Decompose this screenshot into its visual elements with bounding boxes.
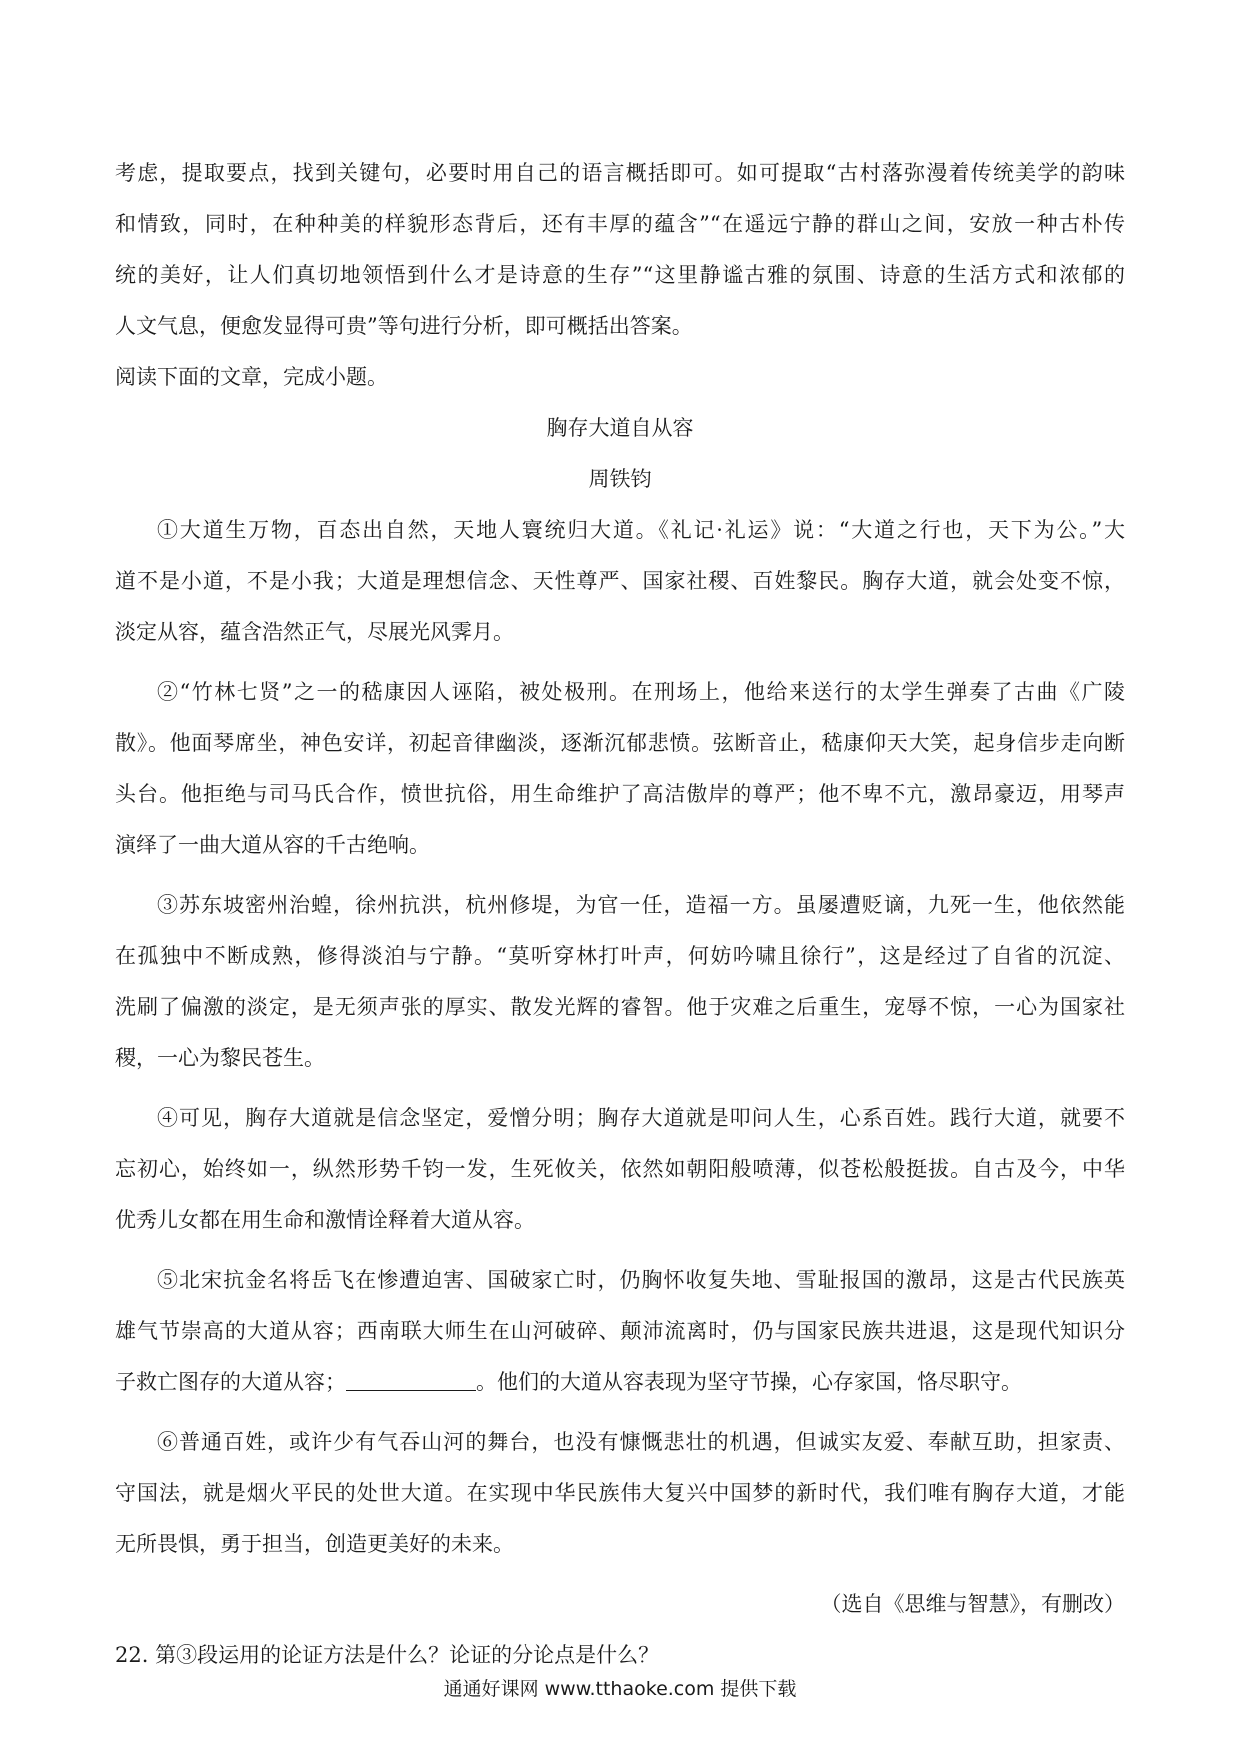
paragraph-line: 雄气节崇高的大道从容；西南联大师生在山河破碎、颠沛流离时，仍与国家民族共进退，这是现代知识分 (115, 1319, 1125, 1343)
paragraph-line: 稷，一心为黎民苍生。 (115, 1046, 325, 1070)
blank-after-text: 。他们的大道从容表现为坚守节操，心存家国，恪尽职守。 (476, 1370, 1022, 1394)
article-source: （选自《思维与智慧》，有删改） (820, 1592, 1125, 1616)
question-22: 22. 第③段运用的论证方法是什么？论证的分论点是什么？ (115, 1643, 660, 1667)
paragraph-line: 洗刷了偏激的淡定，是无须声张的厚实、散发光辉的睿智。他于灾难之后重生，宠辱不惊，一心为国家社 (115, 995, 1125, 1019)
analysis-line: 考虑，提取要点，找到关键句，必要时用自己的语言概括即可。如可提取“古村落弥漫着传统美学的韵味 (115, 161, 1125, 185)
analysis-line: 人文气息，便愈发显得可贵”等句进行分析，即可概括出答案。 (115, 314, 693, 338)
paragraph-line: 演绎了一曲大道从容的千古绝响。 (115, 833, 430, 857)
article-title: 胸存大道自从容 (546, 416, 694, 440)
paragraph-line: ⑥普通百姓，或许少有气吞山河的舞台，也没有慷慨悲壮的机遇，但诚实友爱、奉献互助，担家责、 (157, 1430, 1125, 1454)
paragraph-line: 淡定从容，蕴含浩然正气，尽展光风霁月。 (115, 620, 514, 644)
blank-before-text: 子救亡图存的大道从容； (115, 1370, 346, 1394)
fill-in-blank (346, 1368, 476, 1391)
analysis-line: 和情致，同时，在种种美的样貌形态背后，还有丰厚的蕴含”“在遥远宁静的群山之间，安放一种古朴传 (115, 212, 1125, 236)
paragraph-line: ①大道生万物，百态出自然，天地人寰统归大道。《礼记·礼运》说：“大道之行也，天下为公。”大 (157, 518, 1125, 542)
paragraph-line: 优秀儿女都在用生命和激情诠释着大道从容。 (115, 1208, 535, 1232)
paragraph-line: ⑤北宋抗金名将岳飞在惨遭迫害、国破家亡时，仍胸怀收复失地、雪耻报国的激昂，这是古代民族英 (157, 1268, 1125, 1292)
paragraph-2 (115, 667, 1125, 871)
paragraph-line: ②“竹林七贤”之一的嵇康因人诬陷，被处极刑。在刑场上，他给来送行的太学生弹奏了古曲《广陵 (157, 680, 1125, 704)
paragraph-1 (115, 505, 1125, 658)
paragraph-line: 道不是小道，不是小我；大道是理想信念、天性尊严、国家社稷、百姓黎民。胸存大道，就会处变不惊， (115, 569, 1125, 593)
paragraph-line: ③苏东坡密州治蝗，徐州抗洪，杭州修堤，为官一任，造福一方。虽屡遭贬谪，九死一生，他依然能 (157, 893, 1125, 917)
paragraph-4 (115, 1093, 1125, 1246)
paragraph-3 (115, 880, 1125, 1084)
reading-instruction: 阅读下面的文章，完成小题。 (115, 365, 388, 389)
paragraph-line: 无所畏惧，勇于担当，创造更美好的未来。 (115, 1532, 514, 1556)
analysis-line: 统的美好，让人们真切地领悟到什么才是诗意的生存”“这里静谧古雅的氛围、诗意的生活方式和浓郁的 (115, 263, 1125, 287)
paragraph-line: 散》。他面琴席坐，神色安详，初起音律幽淡，逐渐沉郁悲愤。弦断音止，嵇康仰天大笑，起身信步走向断 (115, 731, 1125, 755)
paragraph-line: 守国法，就是烟火平民的处世大道。在实现中华民族伟大复兴中国梦的新时代，我们唯有胸存大道，才能 (115, 1481, 1125, 1505)
paragraph-5 (115, 1255, 1125, 1408)
document-page (115, 148, 1125, 1681)
paragraph-6 (115, 1417, 1125, 1570)
intro-analysis (115, 148, 1125, 352)
paragraph-line: ④可见，胸存大道就是信念坚定，爱憎分明；胸存大道就是叩问人生，心系百姓。践行大道，就要不 (157, 1106, 1125, 1130)
paragraph-line: 忘初心，始终如一，纵然形势千钧一发，生死攸关，依然如朝阳般喷薄，似苍松般挺拔。自古及今，中华 (115, 1157, 1125, 1181)
page-footer: 通通好课网 www.tthaoke.com 提供下载 (443, 1678, 797, 1700)
paragraph-line: 在孤独中不断成熟，修得淡泊与宁静。“莫听穿林打叶声，何妨吟啸且徐行”，这是经过了自省的沉淀、 (115, 944, 1125, 968)
paragraph-line: 头台。他拒绝与司马氏合作，愤世抗俗，用生命维护了高洁傲岸的尊严；他不卑不亢，激昂豪迈，用琴声 (115, 782, 1125, 806)
article-author: 周铁钧 (588, 467, 652, 491)
paragraph-line-with-blank (115, 1357, 1125, 1408)
